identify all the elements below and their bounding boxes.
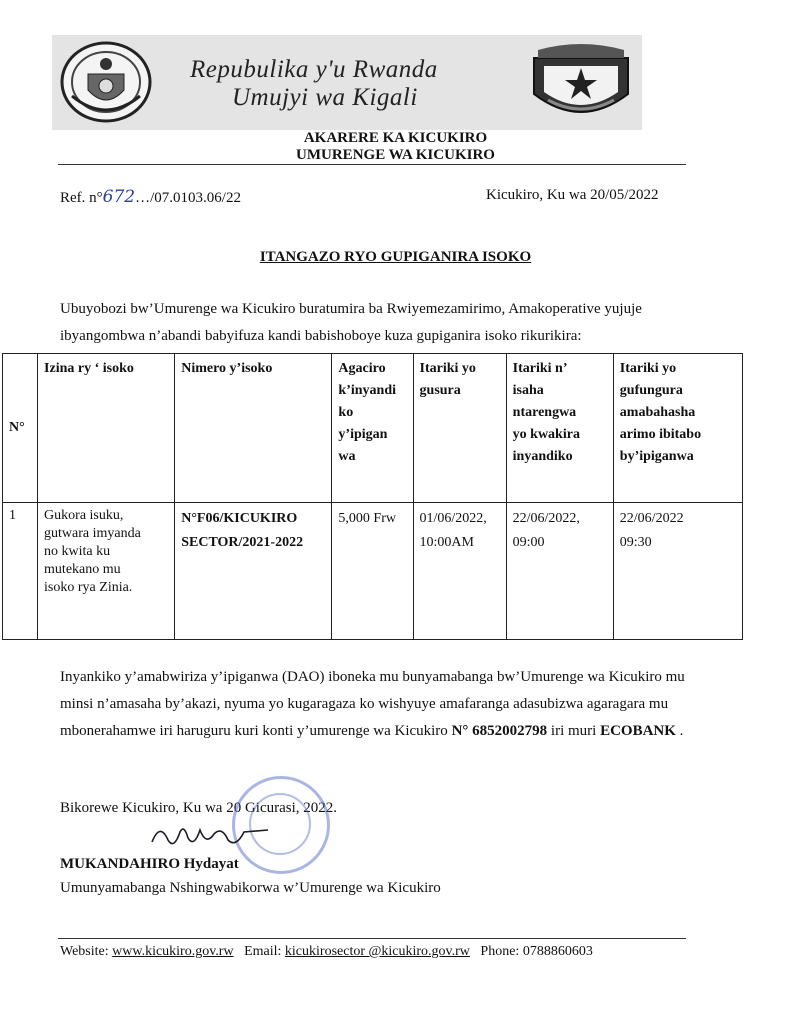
cell-line: 01/06/2022, bbox=[419, 511, 487, 526]
header-line: ntarengwa bbox=[512, 405, 577, 420]
header-line: isaha bbox=[512, 383, 544, 398]
notice-title: ITANGAZO RYO GUPIGANIRA ISOKO bbox=[259, 249, 532, 265]
header-line: amabahasha bbox=[619, 405, 696, 420]
cell-line: Gukora isuku, bbox=[44, 508, 124, 523]
district-name: AKARERE KA KICUKIRO bbox=[303, 130, 488, 146]
cell-line: no kwita ku bbox=[44, 544, 111, 559]
header-line: Itariki yo bbox=[419, 361, 476, 376]
header-line: y’ipigan bbox=[338, 427, 388, 442]
cell-line: 22/06/2022 bbox=[619, 511, 684, 526]
header-document-value bbox=[332, 354, 413, 503]
header-line: k’inyandi bbox=[338, 383, 397, 398]
email-link[interactable]: kicukirosector @kicukiro.gov.rw bbox=[284, 944, 470, 959]
cell-line: isoko rya Zinia. bbox=[44, 580, 133, 595]
bank-name: ECOBANK bbox=[600, 723, 676, 739]
signed-date: Bikorewe Kicukiro, Ku wa 20 Gicurasi, 2022. bbox=[60, 800, 338, 816]
cell-document-value: 5,000 Frw bbox=[332, 503, 413, 640]
website-label: Website: bbox=[60, 944, 113, 959]
header-line: arimo ibitabo bbox=[619, 427, 702, 442]
phone-number: 0788860603 bbox=[522, 944, 593, 959]
reference-handwritten: 672 bbox=[102, 187, 136, 207]
email-label: Email: bbox=[244, 944, 285, 959]
header-line: Agaciro bbox=[338, 361, 386, 376]
phone-label: Phone: bbox=[480, 944, 523, 959]
body-text: Inyankiko y’amabwiriza y’ipiganwa (DAO) iboneka mu bunyamabanga bw’Umurenge wa Kicukiro mu minsi n’amasaha by’akazi, nyuma yo kugaragaza ko wishyuye amafaranga adasubizwa agaragara mu mbonerahamwe iri haruguru kuri konti y’umurenge wa Kicukiro bbox=[60, 669, 685, 739]
header-line: inyandiko bbox=[512, 449, 573, 464]
sector-name: UMURENGE WA KICUKIRO bbox=[296, 147, 495, 163]
document-date: Kicukiro, Ku wa 20/05/2022 bbox=[486, 187, 659, 203]
header-submission-deadline bbox=[506, 354, 613, 503]
signer-title: Umunyamabanga Nshingwabikorwa w’Umurenge wa Kicukiro bbox=[60, 880, 441, 896]
cell-tender-name bbox=[38, 503, 175, 640]
city-name: Umujyi wa Kigali bbox=[232, 84, 418, 111]
cell-line: 22/06/2022, bbox=[512, 511, 580, 526]
cell-visit-date bbox=[413, 503, 506, 640]
cell-line: SECTOR/2021-2022 bbox=[181, 535, 304, 550]
header-divider bbox=[58, 164, 686, 165]
cell-tender-number bbox=[175, 503, 332, 640]
reference-rest: …/07.0103.06/22 bbox=[135, 190, 241, 206]
kigali-city-emblem-icon bbox=[528, 38, 634, 128]
cell-line: 10:00AM bbox=[419, 535, 474, 550]
cell-line: mutekano mu bbox=[44, 562, 121, 577]
header-line: by’ipiganwa bbox=[619, 449, 694, 464]
website-link[interactable]: www.kicukiro.gov.rw bbox=[112, 944, 234, 959]
cell-submission-deadline bbox=[506, 503, 613, 640]
table-row bbox=[3, 503, 743, 640]
header-line: wa bbox=[338, 449, 356, 464]
cell-line: N°F06/KICUKIRO bbox=[181, 511, 298, 526]
intro-paragraph: Ubuyobozi bw’Umurenge wa Kicukiro buratumira ba Rwiyemezamirimo, Amakoperative yujuje ibyangombwa n’abandi babyifuza kandi babishoboye kuza gupiganira isoko rikurikira: bbox=[60, 301, 642, 344]
header-tender-name: Izina ry ‘ isoko bbox=[38, 354, 175, 503]
reference-number bbox=[60, 187, 241, 207]
cell-opening-date bbox=[613, 503, 742, 640]
signature-icon bbox=[148, 818, 278, 854]
tender-table bbox=[2, 353, 743, 640]
reference-label: Ref. n° bbox=[60, 190, 103, 206]
body-text-mid: iri muri bbox=[547, 723, 601, 739]
header-line: yo kwakira bbox=[512, 427, 580, 442]
account-number: N° 6852002798 bbox=[451, 723, 548, 739]
body-paragraph bbox=[60, 664, 700, 745]
body-text-end: . bbox=[675, 723, 684, 739]
table-header-row bbox=[3, 354, 743, 503]
header-line: ko bbox=[338, 405, 354, 420]
country-name: Repubulika y'u Rwanda bbox=[190, 56, 438, 83]
header-opening-date bbox=[613, 354, 742, 503]
cell-no: 1 bbox=[3, 503, 38, 640]
header-line: gufungura bbox=[619, 383, 683, 398]
header-no: N° bbox=[3, 354, 38, 503]
footer-divider bbox=[58, 938, 686, 939]
header-line: Itariki n’ bbox=[512, 361, 568, 376]
rwanda-coat-of-arms-icon bbox=[58, 40, 154, 124]
cell-line: gutwara imyanda bbox=[44, 526, 141, 541]
signer-name: MUKANDAHIRO Hydayat bbox=[60, 856, 239, 872]
footer bbox=[60, 944, 593, 960]
header-tender-number: Nimero y’isoko bbox=[175, 354, 332, 503]
header-line: gusura bbox=[419, 383, 461, 398]
header-line: Itariki yo bbox=[619, 361, 677, 376]
header-visit-date bbox=[413, 354, 506, 503]
cell-line: 09:00 bbox=[512, 535, 545, 550]
cell-line: 09:30 bbox=[619, 535, 652, 550]
